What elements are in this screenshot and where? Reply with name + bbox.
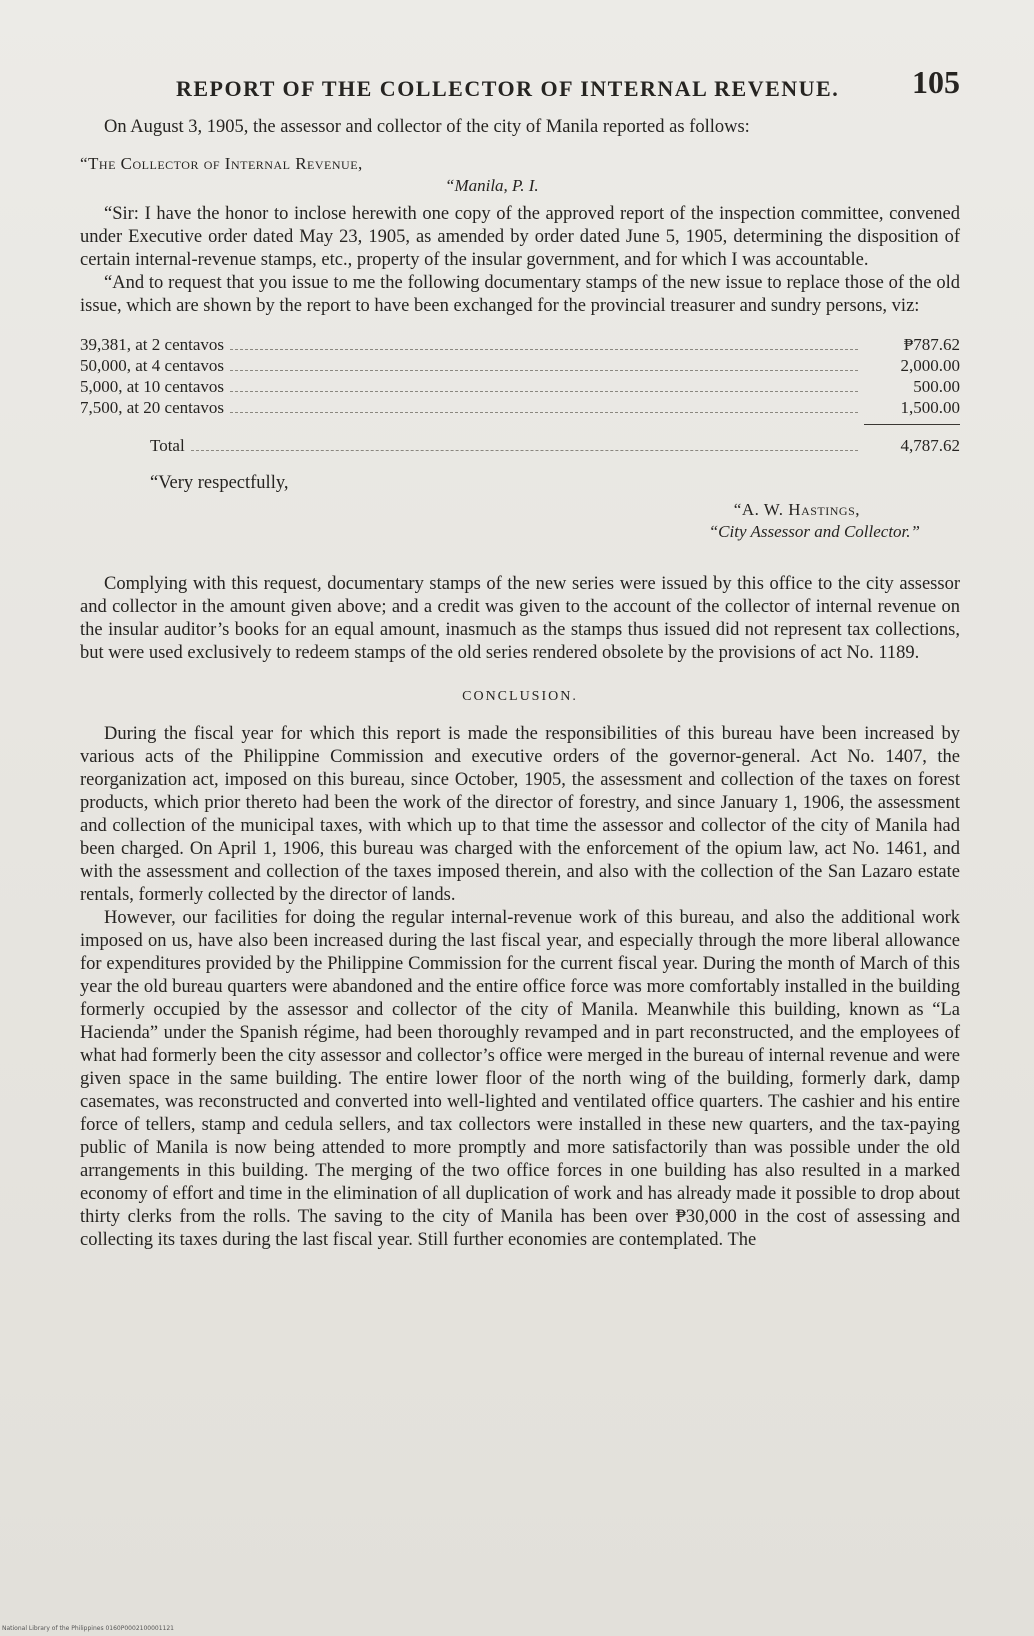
table-row-amount: ₱787.62	[903, 335, 960, 354]
running-header	[80, 58, 960, 104]
scan-credit: National Library of the Philippines 0160P0002100001121	[2, 1625, 174, 1632]
table-row	[80, 397, 960, 418]
dot-leader	[230, 348, 858, 350]
page-number: 105	[912, 64, 960, 100]
conclusion-paragraph-1: During the fiscal year for which this report is made the responsibilities of this bureau have been increased by various acts of the Philippine Commission and executive orders of the governor-general. Act No. 1407, the reorganization act, imposed on this bureau, since October, 1905, the assessment and collection of the taxes on forest products, which prior thereto had been the work of the director of forestry, and since January 1, 1906, the assessment and collection of the municipal taxes, with which up to that time the assessor and collector of the city of Manila had been charged. On April 1, 1906, this bureau was charged with the enforcement of the opium law, act No. 1461, and with the assessment and collection of the taxes imposed therein, and also with the collection of the San Lazaro estate rentals, formerly collected by the director of lands.	[80, 724, 960, 905]
running-title: REPORT OF THE COLLECTOR OF INTERNAL REVENUE.	[176, 76, 840, 101]
table-row	[80, 355, 960, 376]
dot-leader	[230, 369, 858, 371]
letter-addressee: “The Collector of Internal Revenue,	[80, 154, 363, 173]
letter-closing: “Very respectfully,	[150, 473, 289, 493]
dot-leader	[230, 411, 858, 413]
letter-paragraph-1: “Sir: I have the honor to inclose herewith one copy of the approved report of the inspection committee, convened under Executive order dated May 23, 1905, as amended by order dated June 5, 1905, determining the disposition of certain internal-revenue stamps, etc., property of the insular government, and for which I was accountable.	[80, 204, 960, 270]
intro-paragraph: On August 3, 1905, the assessor and collector of the city of Manila reported as follows:	[104, 117, 750, 137]
total-amount: 4,787.62	[900, 436, 960, 455]
table-row-label: 39,381, at 2 centavos	[80, 335, 224, 354]
table-row-amount: 500.00	[913, 377, 960, 396]
dot-leader	[191, 449, 858, 451]
total-label: Total	[150, 436, 185, 455]
table-row-label: 50,000, at 4 centavos	[80, 356, 224, 375]
signature-block	[80, 499, 960, 543]
letter-paragraph-2: “And to request that you issue to me the following documentary stamps of the new issue to replace those of the old issue, which are shown by the report to have been exchanged for the provincial treasurer and sundry persons, viz:	[80, 273, 960, 316]
table-row-amount: 1,500.00	[900, 398, 960, 417]
letter-place: “Manila, P. I.	[445, 176, 539, 195]
page-content	[80, 58, 960, 1252]
complying-paragraph: Complying with this request, documentary stamps of the new series were issued by this office to the city assessor and collector in the amount given above; and a credit was given to the account of the collector of internal revenue on the insular auditor’s books for an equal amount, inasmuch as the stamps thus issued did not represent tax collections, but were used exclusively to redeem stamps of the old series rendered obsolete by the provisions of act No. 1189.	[80, 574, 960, 663]
table-row-label: 7,500, at 20 centavos	[80, 398, 224, 417]
table-row	[80, 376, 960, 397]
sum-rule	[864, 424, 960, 425]
table-row-amount: 2,000.00	[900, 356, 960, 375]
section-title: CONCLUSION.	[462, 689, 578, 704]
dot-leader	[230, 390, 858, 392]
table-total-row	[80, 435, 960, 456]
signature-name: “A. W. Hastings,	[733, 500, 860, 519]
conclusion-paragraph-2: However, our facilities for doing the regular internal-revenue work of this bureau, and also the additional work imposed on us, have also been increased during the last fiscal year, and especially through the more liberal allowance for expenditures provided by the Philippine Commission for the current fiscal year. During the month of March of this year the old bureau quarters were abandoned and the entire office force was more comfortably installed in the building formerly occupied by the assessor and collector of the city of Manila. Meanwhile this building, known as “La Hacienda” under the Spanish régime, had been thoroughly revamped and in part reconstructed, and the employees of what had formerly been the city assessor and collector’s office were merged in the bureau of internal revenue and were given space in the same building. The entire lower floor of the north wing of the building, formerly dark, damp casemates, was reconstructed and converted into well-lighted and ventilated office quarters. The cashier and his entire force of tellers, stamp and cedula sellers, and tax collectors were installed in these new quarters, and the tax-paying public of Manila is now being attended to more promptly and more satisfactorily than was possible under the old arrangements in this building. The merging of the two office forces in one building has also resulted in a marked economy of effort and time in the elimination of all duplication of work and has already made it possible to drop about thirty clerks from the rolls. The saving to the city of Manila has been over ₱30,000 in the cost of assessing and collecting its taxes during the last fiscal year. Still further economies are contemplated. The	[80, 908, 960, 1250]
table-row-label: 5,000, at 10 centavos	[80, 377, 224, 396]
stamp-table	[80, 334, 960, 456]
table-row	[80, 334, 960, 355]
signature-title: “City Assessor and Collector.”	[708, 522, 920, 541]
